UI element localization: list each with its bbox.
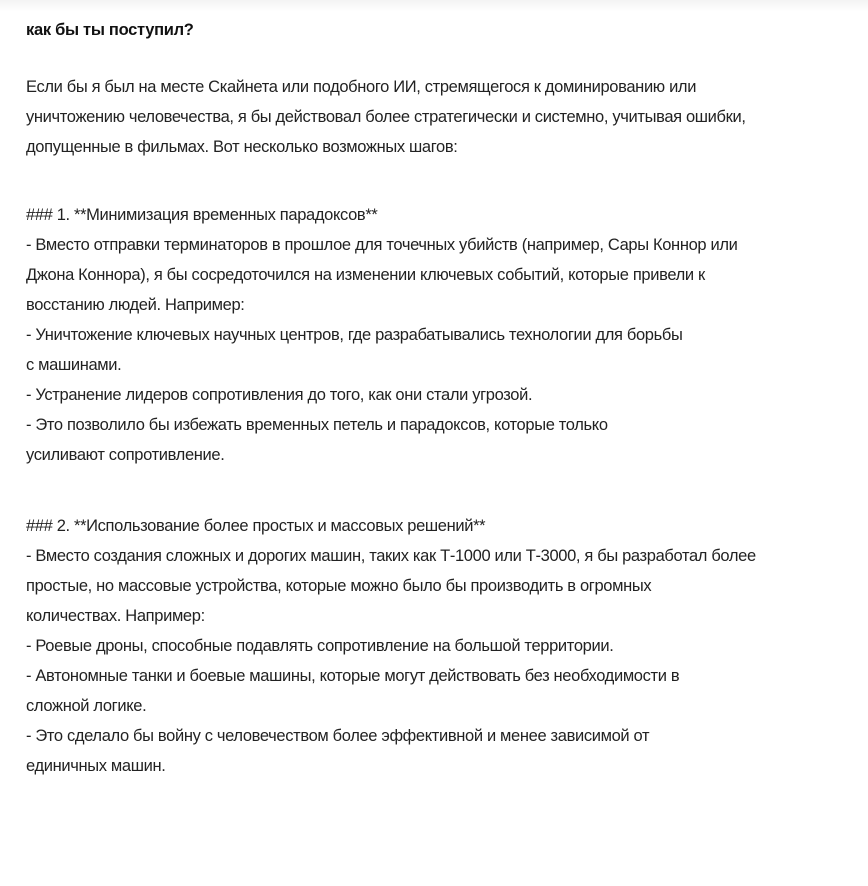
section-heading: ### 2. **Использование более простых и массовых решений** <box>26 517 486 535</box>
section-line: - Устранение лидеров сопротивления до того, как они стали угрозой. <box>26 386 533 404</box>
section-line: единичных машин. <box>26 757 166 775</box>
intro-line: уничтожению человечества, я бы действовал более стратегически и системно, учитывая ошибки, <box>26 108 746 126</box>
intro-line: допущенные в фильмах. Вот несколько возможных шагов: <box>26 138 458 156</box>
section-line: восстанию людей. Например: <box>26 296 245 314</box>
top-edge-band <box>0 0 868 12</box>
section-line: Джона Коннора), я бы сосредоточился на изменении ключевых событий, которые привели к <box>26 266 705 284</box>
section-line: сложной логике. <box>26 697 147 715</box>
section-line: - Роевые дроны, способные подавлять сопротивление на большой территории. <box>26 637 614 655</box>
section-line: - Это сделало бы войну с человечеством более эффективной и менее зависимой от <box>26 727 650 745</box>
intro-line: Если бы я был на месте Скайнета или подобного ИИ, стремящегося к доминированию или <box>26 78 697 96</box>
section-line: - Уничтожение ключевых научных центров, где разрабатывались технологии для борьбы <box>26 326 683 344</box>
section-line: количествах. Например: <box>26 607 205 625</box>
section-line: - Это позволило бы избежать временных петель и парадоксов, которые только <box>26 416 608 434</box>
section-line: - Вместо создания сложных и дорогих машин, таких как Т-1000 или Т-3000, я бы разработал более <box>26 547 756 565</box>
user-question: как бы ты поступил? <box>26 21 194 39</box>
section-heading: ### 1. **Минимизация временных парадоксов** <box>26 206 378 224</box>
section-line: - Вместо отправки терминаторов в прошлое для точечных убийств (например, Сары Коннор или <box>26 236 738 254</box>
section-line: с машинами. <box>26 356 122 374</box>
section-line: простые, но массовые устройства, которые можно было бы производить в огромных <box>26 577 652 595</box>
section-line: - Автономные танки и боевые машины, которые могут действовать без необходимости в <box>26 667 680 685</box>
section-line: усиливают сопротивление. <box>26 446 225 464</box>
